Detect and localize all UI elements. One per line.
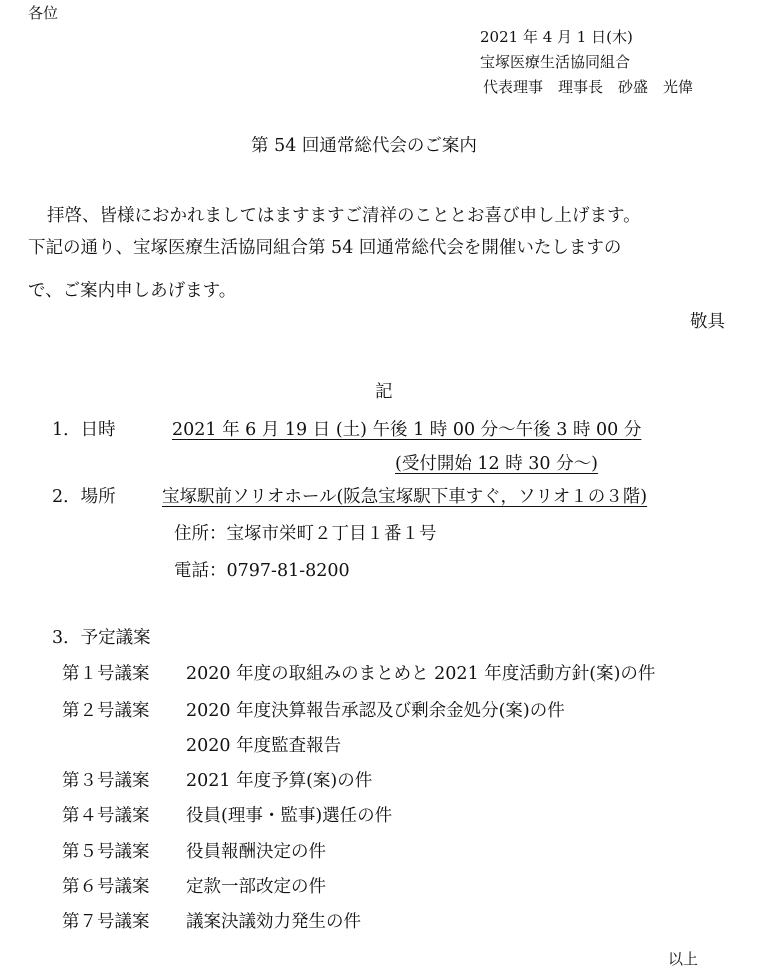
reception-time: (受付開始 12 時 30 分～) xyxy=(395,454,598,474)
agenda-item-number: 第２号議案 xyxy=(62,701,150,721)
agenda-item-number: 第３号議案 xyxy=(62,771,150,791)
end-ijou: 以上 xyxy=(668,950,699,968)
agenda-item-number: 第５号議案 xyxy=(62,842,150,862)
agenda-item-number: 第６号議案 xyxy=(62,877,150,897)
body-line-2: 下記の通り、宝塚医療生活協同組合第 54 回通常総代会を開催いたしますの xyxy=(28,238,622,258)
agenda-item-title: 2020 年度監査報告 xyxy=(186,736,342,756)
agenda-item-title: 役員(理事・監事)選任の件 xyxy=(186,806,393,826)
agenda-item-number: 第７号議案 xyxy=(62,912,150,932)
agenda-item-title: 役員報酬決定の件 xyxy=(186,842,326,862)
venue-address: 住所：宝塚市栄町２丁目１番１号 xyxy=(174,524,437,544)
venue-phone: 電話：0797-81-8200 xyxy=(174,561,350,581)
agenda-item-title: 議案決議効力発生の件 xyxy=(186,912,361,932)
datetime-label: 1．日時 xyxy=(52,420,116,440)
body-line-3: で、ご案内申しあげます。 xyxy=(28,281,237,301)
sender-date: 2021 年 4 月 1 日(木) xyxy=(480,28,633,46)
agenda-item-title: 2020 年度決算報告承認及び剰余金処分(案)の件 xyxy=(186,701,565,721)
agenda-heading: 3．予定議案 xyxy=(52,628,151,648)
agenda-item-title: 2020 年度の取組みのまとめと 2021 年度活動方針(案)の件 xyxy=(186,664,656,684)
venue-name: 宝塚駅前ソリオホール(阪急宝塚駅下車すぐ，ソリオ１の３階) xyxy=(162,487,648,507)
sender-representative: 代表理事 理事長 砂盛 光偉 xyxy=(483,78,694,96)
recipients: 各位 xyxy=(28,4,59,22)
body-line-1: 拝啓、皆様におかれましてはますますご清祥のこととお喜び申し上げます。 xyxy=(47,206,641,226)
agenda-item-title: 定款一部改定の件 xyxy=(186,877,326,897)
agenda-item-title: 2021 年度予算(案)の件 xyxy=(186,771,373,791)
venue-label: 2．場所 xyxy=(52,487,116,507)
ki-heading: 記 xyxy=(375,382,393,402)
page-title: 第 54 回通常総代会のご案内 xyxy=(251,136,477,156)
agenda-item-number: 第４号議案 xyxy=(62,806,150,826)
sender-organization: 宝塚医療生活協同組合 xyxy=(480,53,631,71)
agenda-item-number: 第１号議案 xyxy=(62,664,150,684)
closing-keigu: 敬具 xyxy=(690,312,725,332)
datetime-value: 2021 年 6 月 19 日 (土) 午後 1 時 00 分～午後 3 時 00 分 xyxy=(172,420,642,440)
